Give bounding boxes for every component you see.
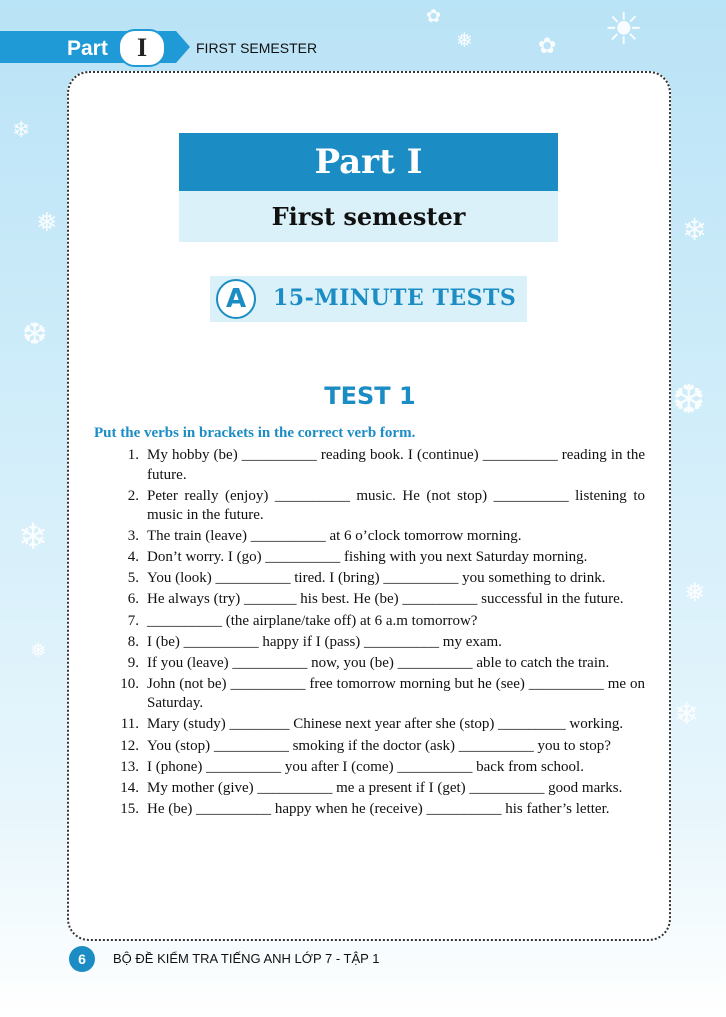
exercise-item [94, 758, 645, 778]
item-number: 7. [127, 612, 139, 629]
snowflake-icon: ❅ [30, 638, 47, 662]
item-text: You (stop) __________ smoking if the doctor (ask) __________ you to stop? [147, 737, 611, 754]
item-number: 9. [127, 654, 139, 671]
snowflake-icon: ❆ [22, 317, 48, 352]
snowflake-icon: ❄ [674, 697, 700, 732]
item-text: Mary (study) ________ Chinese next year after she (stop) _________ working. [147, 716, 624, 733]
item-number: 3. [127, 528, 139, 545]
snowflake-icon: ❄ [18, 517, 49, 558]
exercise-item [94, 675, 645, 714]
item-text: My hobby (be) __________ reading book. I (continue) __________ reading in the future. [147, 447, 645, 483]
exercise-item [94, 633, 645, 653]
item-text: __________ (the airplane/take off) at 6 a.m tomorrow? [147, 612, 478, 629]
item-text: My mother (give) __________ me a present if I (get) __________ good marks. [147, 779, 623, 796]
instruction: Put the verbs in brackets in the correct verb form. [94, 425, 416, 441]
page-subtitle: First semester [179, 191, 558, 242]
item-number: 11. [120, 716, 139, 733]
snowflake-icon: ❆ [672, 377, 706, 423]
item-text: Don’t worry. I (go) __________ fishing with you next Saturday morning. [147, 549, 588, 566]
snowflake-icon: ❅ [36, 208, 58, 238]
exercise-item [94, 612, 645, 632]
butterfly-icon: ✿ [426, 6, 442, 27]
item-number: 5. [127, 570, 139, 587]
item-number: 2. [127, 487, 139, 504]
item-number: 15. [120, 800, 139, 817]
item-text: He (be) __________ happy when he (receive) __________ his father’s letter. [147, 800, 610, 817]
item-text: I (be) __________ happy if I (pass) __________ my exam. [147, 633, 502, 650]
snowflake-icon: ❄ [682, 213, 708, 248]
item-number: 14. [120, 779, 139, 796]
item-number: 1. [127, 447, 139, 463]
exercise-item [94, 800, 645, 820]
item-text: John (not be) __________ free tomorrow morning but he (see) __________ me on Saturday. [147, 675, 645, 712]
exercise-item [94, 654, 645, 674]
exercise-item [94, 569, 645, 589]
item-text: The train (leave) __________ at 6 o’clock tomorrow morning. [147, 528, 522, 545]
snowflake-icon: ❅ [456, 28, 473, 52]
item-number: 13. [120, 758, 139, 775]
exercise-item [94, 779, 645, 799]
item-number: 6. [127, 591, 139, 608]
exercise-item [94, 446, 645, 485]
item-number: 12. [120, 737, 139, 754]
snowflake-icon: ❅ [684, 578, 706, 608]
exercise-list [94, 446, 645, 821]
exercise-item [94, 487, 645, 526]
item-text: Peter really (enjoy) __________ music. He (not stop) __________ listening to music in the future. [147, 487, 645, 524]
banner-part-numeral: I [118, 29, 166, 67]
exercise-item [94, 527, 645, 547]
exercise-item [94, 590, 645, 610]
exercise-item [94, 548, 645, 568]
item-text: You (look) __________ tired. I (bring) __________ you something to drink. [147, 570, 606, 587]
item-number: 10. [120, 675, 139, 692]
exercise-item [94, 737, 645, 757]
section-title: 15-MINUTE TESTS [273, 285, 517, 311]
test-title: TEST 1 [324, 382, 416, 410]
book-title: BỘ ĐỀ KIỂM TRA TIẾNG ANH LỚP 7 - TẬP 1 [113, 951, 380, 966]
banner-part-label: Part [67, 37, 108, 60]
item-number: 4. [127, 549, 139, 566]
page-title: Part I [179, 133, 558, 191]
sun-icon: ☀ [604, 4, 644, 55]
snowflake-icon: ❄ [12, 118, 31, 143]
item-number: 8. [127, 633, 139, 650]
page-number: 6 [69, 946, 95, 972]
exercise-item [94, 715, 645, 735]
item-text: If you (leave) __________ now, you (be) __________ able to catch the train. [147, 654, 610, 671]
section-badge-icon: A [216, 279, 256, 319]
item-text: I (phone) __________ you after I (come) __________ back from school. [147, 758, 584, 775]
item-text: He always (try) _______ his best. He (be) __________ successful in the future. [147, 591, 624, 608]
banner-semester-label: FIRST SEMESTER [196, 40, 318, 56]
butterfly-icon: ✿ [538, 34, 557, 59]
